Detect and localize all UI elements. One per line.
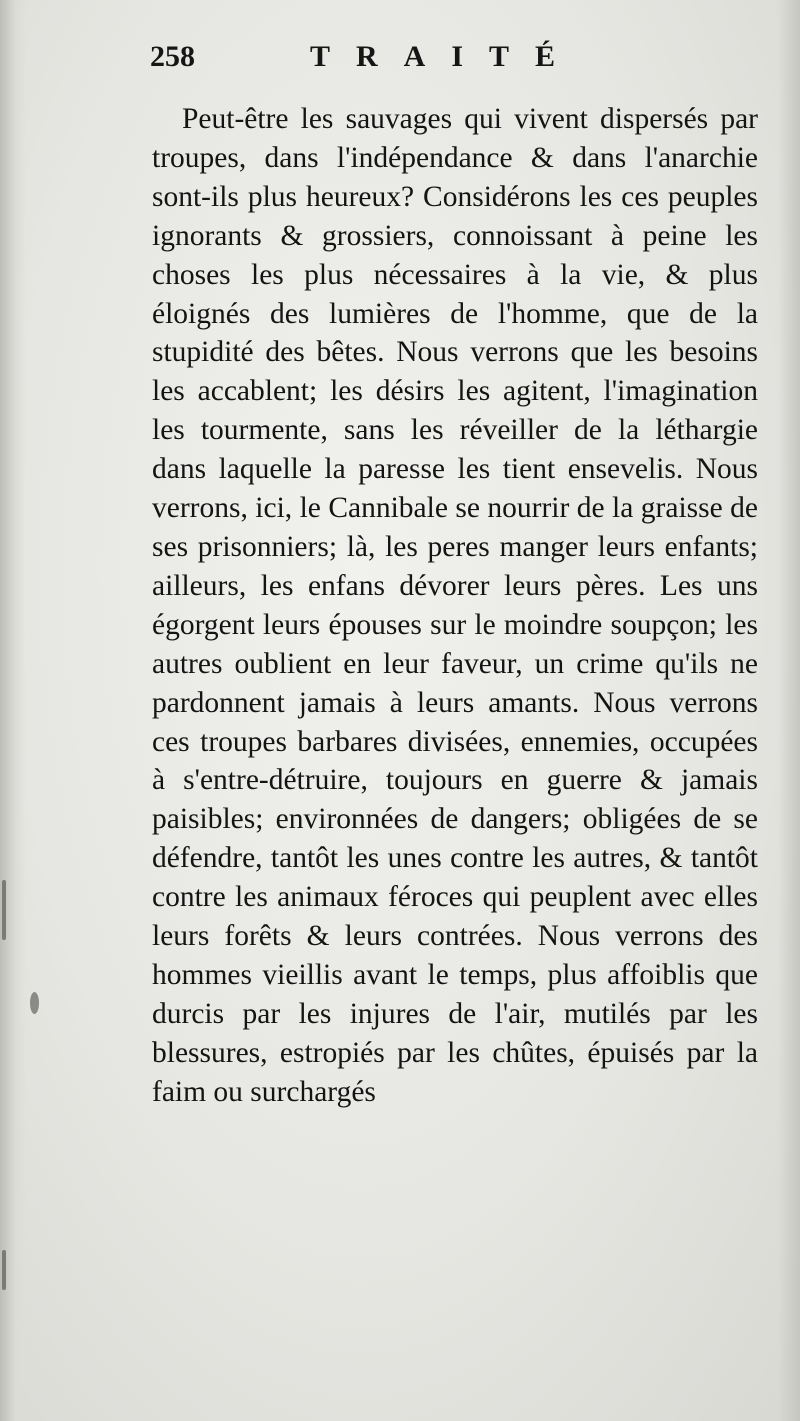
binding-shadow [0,0,26,1421]
body-paragraph: Peut-être les sauvages qui vivent dispersés par troupes, dans l'indépendance & dans l'anarchie sont-ils plus heureux? Considérons les ces peuples ignorants & grossiers, connoissant à peine les choses les plus nécessaires à la vie, & plus éloignés des lumières de l'homme, que de la stupidité des bêtes. Nous verrons que les besoins les accablent; les désirs les agitent, l'imagination les tourmente, sans les réveiller de la léthargie dans laquelle la paresse les tient ensevelis. Nous verrons, ici, le Cannibale se nourrir de la graisse de ses prisonniers; là, les peres manger leurs enfants; ailleurs, les enfans dévorer leurs pères. Les uns égorgent leurs épouses sur le moindre soupçon; les autres oublient en leur faveur, un crime qu'ils ne pardonnent jamais à leurs amants. Nous verrons ces troupes barbares divisées, ennemies, occupées à s'entre-détruire, toujours en guerre & jamais paisibles; environnées de dangers; obligées de se défendre, tantôt les unes contre les autres, & tantôt contre les animaux féroces qui peuplent avec elles leurs forêts & leurs contrées. Nous verrons des hommes vieillis avant le temps, plus affoiblis que durcis par les injures de l'air, mutilés par les blessures, estropiés par les chûtes, épuisés par la faim ou surchargés [152,103,758,1108]
page-header [150,40,740,90]
paper-speck [30,992,39,1014]
margin-mark [2,1250,6,1290]
margin-mark [2,880,6,940]
page-number: 258 [150,40,195,73]
edge-shadow [778,0,800,1421]
running-title: TRAITÉ [310,40,582,73]
